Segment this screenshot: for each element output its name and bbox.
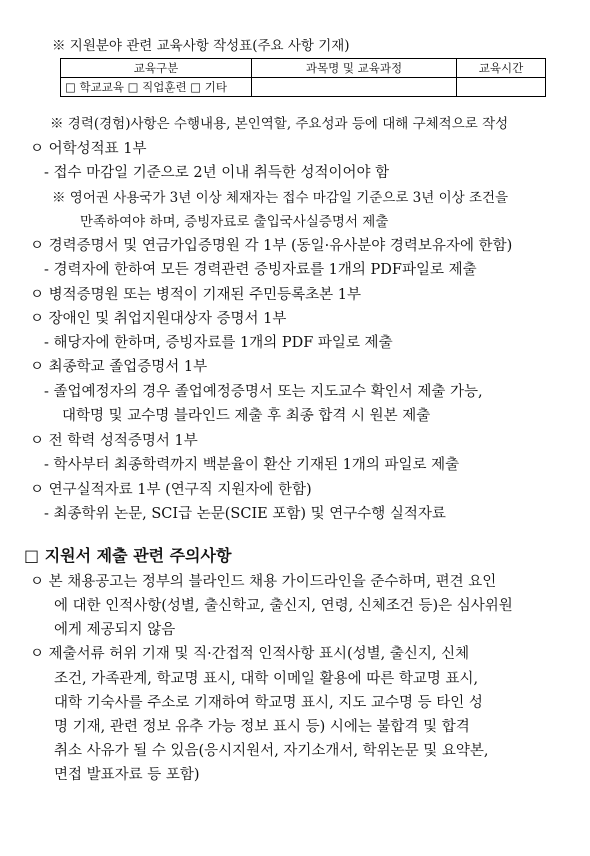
table-cell-education-type: □ 학교교육 □ 직업훈련 □ 기타 (61, 78, 252, 97)
list-item: - 접수 마감일 기준으로 2년 이내 취득한 성적이어야 함 (44, 165, 390, 181)
notice-paragraph-line: 대학 기숙사를 주소로 기재하여 학교명 표시, 지도 교수명 등 타인 성 (54, 695, 483, 711)
list-item: - 학사부터 최종학력까지 백분율이 환산 기재된 1개의 파일로 제출 (44, 457, 460, 473)
list-item: - 최종학위 논문, SCI급 논문(SCIE 포함) 및 연구수행 실적자료 (44, 506, 446, 522)
table-cell-course (252, 78, 457, 97)
list-item: 대학명 및 교수명 블라인드 제출 후 최종 합격 시 원본 제출 (62, 408, 431, 424)
education-note-heading: ※ 지원분야 관련 교육사항 작성표(주요 사항 기재) (52, 38, 350, 54)
education-table (60, 58, 546, 97)
table-row (61, 78, 546, 97)
notice-paragraph-line: 조건, 가족관계, 학교명 표시, 대학 이메일 활용에 따른 학교명 표시, (54, 671, 479, 687)
table-header-cell: 교육시간 (457, 59, 546, 78)
list-item: ㅇ 장애인 및 취업지원대상자 증명서 1부 (30, 311, 287, 327)
list-item: ㅇ 병적증명원 또는 병적이 기재된 주민등록초본 1부 (30, 287, 362, 303)
notice-paragraph-line: 명 기재, 관련 정보 유추 가능 정보 표시 등) 시에는 불합격 및 합격 (54, 719, 470, 735)
list-item: - 졸업예정자의 경우 졸업예정증명서 또는 지도교수 확인서 제출 가능, (44, 384, 483, 400)
list-item: ㅇ 연구실적자료 1부 (연구직 지원자에 한함) (30, 482, 312, 498)
list-item: - 경력자에 한하여 모든 경력관련 증빙자료를 1개의 PDF파일로 제출 (44, 262, 477, 278)
notice-paragraph-line: 에게 제공되지 않음 (54, 622, 176, 638)
notice-paragraph-line: ㅇ 본 채용공고는 정부의 블라인드 채용 가이드라인을 준수하며, 편견 요인 (30, 574, 497, 590)
notice-paragraph-line: 면접 발표자료 등 포함) (54, 767, 200, 783)
list-item: ㅇ 어학성적표 1부 (30, 141, 147, 157)
notice-paragraph-line: 취소 사유가 될 수 있음(응시지원서, 자기소개서, 학위논문 및 요약본, (54, 743, 489, 759)
table-cell-hours (457, 78, 546, 97)
career-note: ※ 경력(경험)사항은 수행내용, 본인역할, 주요성과 등에 대해 구체적으로 작성 (50, 116, 509, 132)
list-item-note: 만족하여야 하며, 증빙자료로 출입국사실증명서 제출 (80, 214, 389, 230)
table-header-row (61, 59, 546, 78)
notice-paragraph-line: 에 대한 인적사항(성별, 출신학교, 출신지, 연령, 신체조건 등)은 심사위원 (54, 598, 513, 614)
notice-paragraph-line: ㅇ 제출서류 허위 기재 및 직·간접적 인적사항 표시(성별, 출신지, 신체 (30, 646, 470, 662)
list-item-note: ※ 영어권 사용국가 3년 이상 체재자는 접수 마감일 기준으로 3년 이상 조건을 (52, 190, 509, 206)
table-header-cell: 교육구분 (61, 59, 252, 78)
section-title: □ 지원서 제출 관련 주의사항 (24, 546, 232, 565)
list-item: ㅇ 최종학교 졸업증명서 1부 (30, 359, 208, 375)
list-item: - 해당자에 한하며, 증빙자료를 1개의 PDF 파일로 제출 (44, 335, 393, 351)
list-item: ㅇ 경력증명서 및 연금가입증명원 각 1부 (동일·유사분야 경력보유자에 한함) (30, 238, 513, 254)
list-item: ㅇ 전 학력 성적증명서 1부 (30, 433, 198, 449)
table-header-cell: 과목명 및 교육과정 (252, 59, 457, 78)
